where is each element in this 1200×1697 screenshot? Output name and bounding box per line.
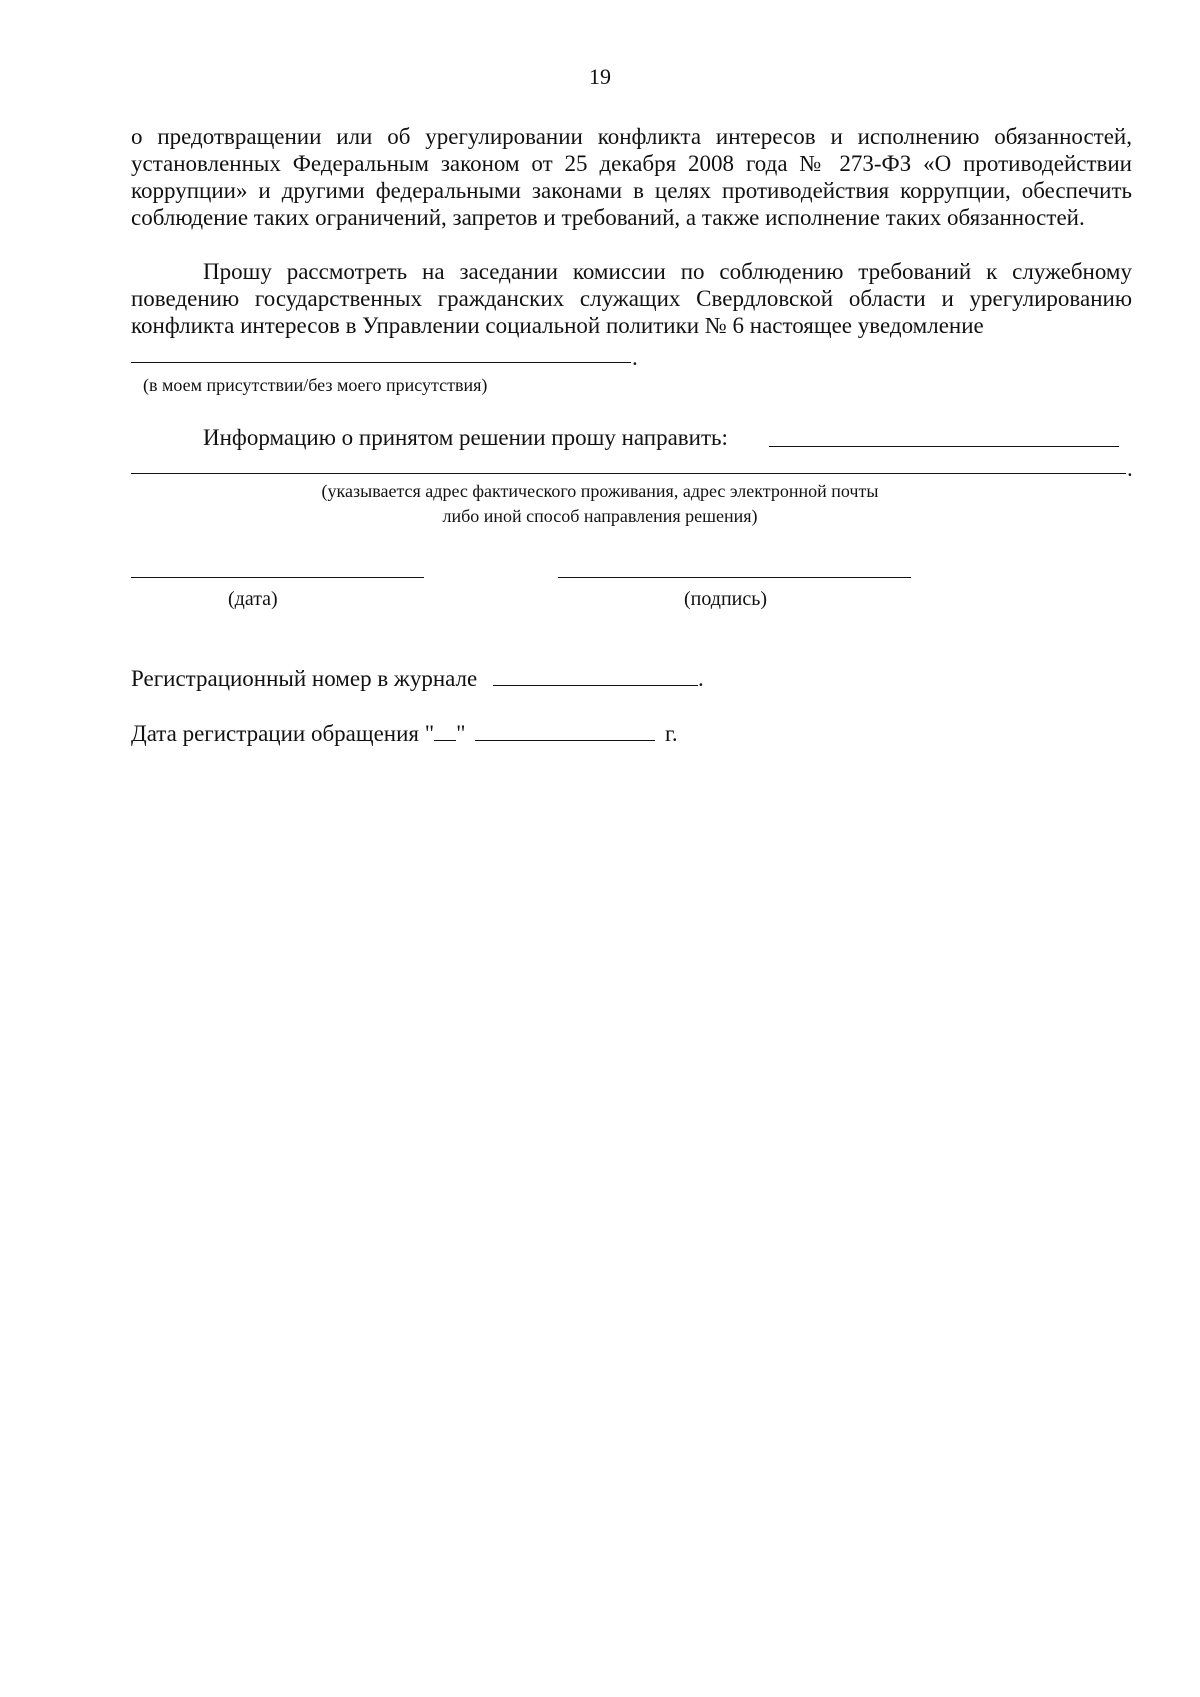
reg-date-row	[131, 720, 678, 747]
signature-label: (подпись)	[684, 588, 768, 610]
paragraph-1: о предотвращении или об урегулировании конфликта интересов и исполнению обязанностей, установленных Федеральным законом от 25 декабря 2008 года № 273-ФЗ «О противодействии коррупции» и другими федеральными законами в целях противодействия коррупции, обеспечить соблюдение таких ограничений, запретов и требований, а также исполнение таких обязанностей.	[131, 124, 1132, 230]
reg-number-period: .	[697, 666, 704, 691]
reg-date-quote: "	[456, 721, 466, 746]
page-number: 19	[589, 64, 611, 89]
reg-number-row	[131, 665, 704, 692]
info-blank-line[interactable]	[769, 446, 1119, 447]
date-blank-line[interactable]	[131, 577, 424, 578]
address-period: .	[1127, 456, 1133, 481]
reg-number-blank[interactable]	[493, 685, 698, 686]
reg-date-label: Дата регистрации обращения "	[131, 721, 435, 746]
presence-note: (в моем присутствии/без моего присутствия)	[143, 375, 488, 395]
address-note-line-1: (указывается адрес фактического проживания, адрес электронной почты	[321, 481, 879, 501]
reg-year-suffix: г.	[665, 721, 678, 746]
presence-blank-line[interactable]	[131, 362, 631, 363]
reg-day-blank[interactable]	[434, 740, 456, 741]
date-label: (дата)	[228, 588, 278, 610]
paragraph-2: Прошу рассмотреть на заседании комиссии по соблюдению требований к служебному поведению государственных гражданских служащих Свердловской области и урегулированию конфликта интересов в Управлении социальной политики № 6 настоящее уведомление	[131, 259, 1132, 338]
reg-month-blank[interactable]	[475, 740, 655, 741]
reg-number-label: Регистрационный номер в журнале	[131, 666, 478, 691]
address-note-line-2: либо иной способ направления решения)	[442, 506, 758, 526]
info-label: Информацию о принятом решении прошу направить:	[203, 425, 728, 450]
signature-blank-line[interactable]	[558, 577, 911, 578]
address-blank-line[interactable]	[131, 473, 1126, 474]
presence-period: .	[632, 345, 638, 370]
